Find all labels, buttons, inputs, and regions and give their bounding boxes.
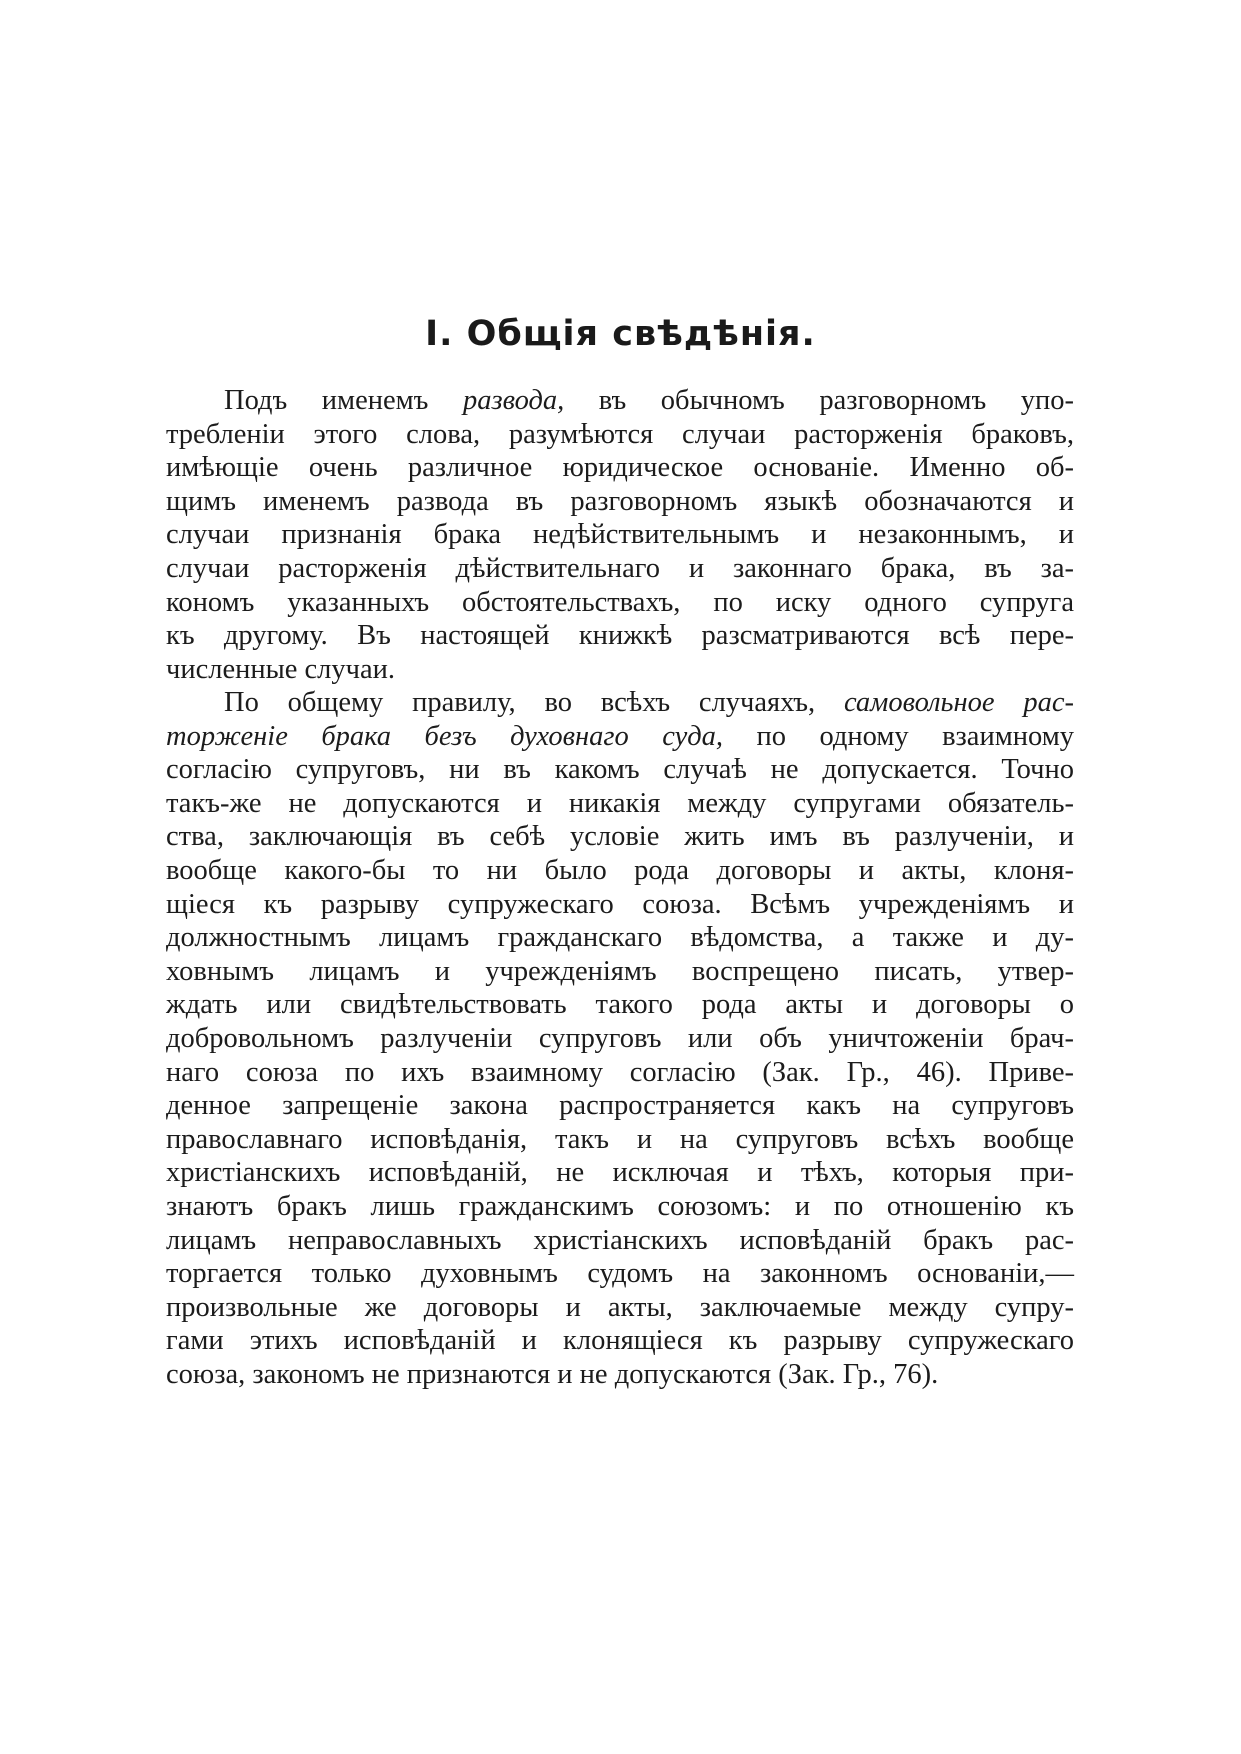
text-line: По общему правилу, во всѣхъ случаяхъ, самовольное рас- xyxy=(224,687,1075,718)
text-line: щимъ именемъ развода въ разговорномъ языкѣ обозначаются и xyxy=(166,485,1074,517)
text-line: православнаго исповѣданія, такъ и на супруговъ всѣхъ вообще xyxy=(166,1123,1074,1155)
text-line: гами этихъ исповѣданій и клонящіеся къ разрыву супружескаго xyxy=(166,1325,1074,1357)
text-line: торженіе брака безъ духовнаго суда, по одному взаимному xyxy=(166,720,1074,752)
emphasis-razvoda: развода, xyxy=(462,385,565,416)
text-line: должностнымъ лицамъ гражданскаго вѣдомства, а также и ду- xyxy=(166,922,1074,954)
text-line: союза, закономъ не признаются и не допускаются (Зак. Гр., 76). xyxy=(166,1358,939,1390)
text-line: кономъ указанныхъ обстоятельствахъ, по иску одного супруга xyxy=(166,586,1074,618)
text-line: торгается только духовнымъ судомъ на законномъ основаніи,— xyxy=(166,1258,1074,1290)
text-line: ства, заключающія въ себѣ условіе жить имъ въ разлученіи, и xyxy=(166,821,1074,853)
text-line: добровольномъ разлученіи супруговъ или объ уничтоженіи брач- xyxy=(166,1022,1074,1054)
paragraph-1 xyxy=(166,384,1074,686)
text-line: вообще какого-бы то ни было рода договоры и акты, клоня- xyxy=(166,854,1074,886)
paragraph-2 xyxy=(166,686,1074,1391)
emphasis-torzhenie: торженіе брака безъ духовнаго суда, xyxy=(166,720,724,752)
text-line: требленіи этого слова, разумѣются случаи расторженія браковъ, xyxy=(166,418,1074,450)
text-line: знаютъ бракъ лишь гражданскимъ союзомъ: и по отношенію къ xyxy=(166,1190,1074,1222)
text-line: христіанскихъ исповѣданій, не исключая и тѣхъ, которыя при- xyxy=(166,1157,1074,1189)
text-line: случаи признанія брака недѣйствительнымъ и незаконнымъ, и xyxy=(166,519,1074,551)
text-line: лицамъ неправославныхъ христіанскихъ исповѣданій бракъ рас- xyxy=(166,1224,1074,1256)
text-line: денное запрещеніе закона распространяется какъ на супруговъ xyxy=(166,1090,1074,1122)
text-line: произвольные же договоры и акты, заключаемые между супру- xyxy=(166,1291,1074,1323)
text-line: Подъ именемъ развода, въ обычномъ разговорномъ упо- xyxy=(224,385,1074,416)
text-line: случаи расторженія дѣйствительнаго и законнаго брака, въ за- xyxy=(166,552,1074,584)
text-line: щіеся къ разрыву супружескаго союза. Всѣмъ учрежденіямъ и xyxy=(166,888,1074,920)
text-line: такъ-же не допускаются и никакія между супругами обязатель- xyxy=(166,787,1074,819)
text-line: имѣющіе очень различное юридическое основаніе. Именно об- xyxy=(166,452,1074,484)
text-line: ховнымъ лицамъ и учрежденіямъ воспрещено писать, утвер- xyxy=(166,955,1074,987)
text-line: наго союза по ихъ взаимному согласію (Зак. Гр., 46). Приве- xyxy=(166,1056,1074,1088)
text-line: согласію супруговъ, ни въ какомъ случаѣ не допускается. Точно xyxy=(166,754,1074,786)
text-line: къ другому. Въ настоящей книжкѣ разсматриваются всѣ пере- xyxy=(166,620,1074,652)
emphasis-samovolnoe: самовольное рас- xyxy=(843,687,1075,718)
text-line: ждать или свидѣтельствовать такого рода акты и договоры о xyxy=(166,989,1074,1021)
section-heading: I. Общія свѣдѣнія. xyxy=(425,314,816,354)
text-line: численные случаи. xyxy=(166,653,396,685)
